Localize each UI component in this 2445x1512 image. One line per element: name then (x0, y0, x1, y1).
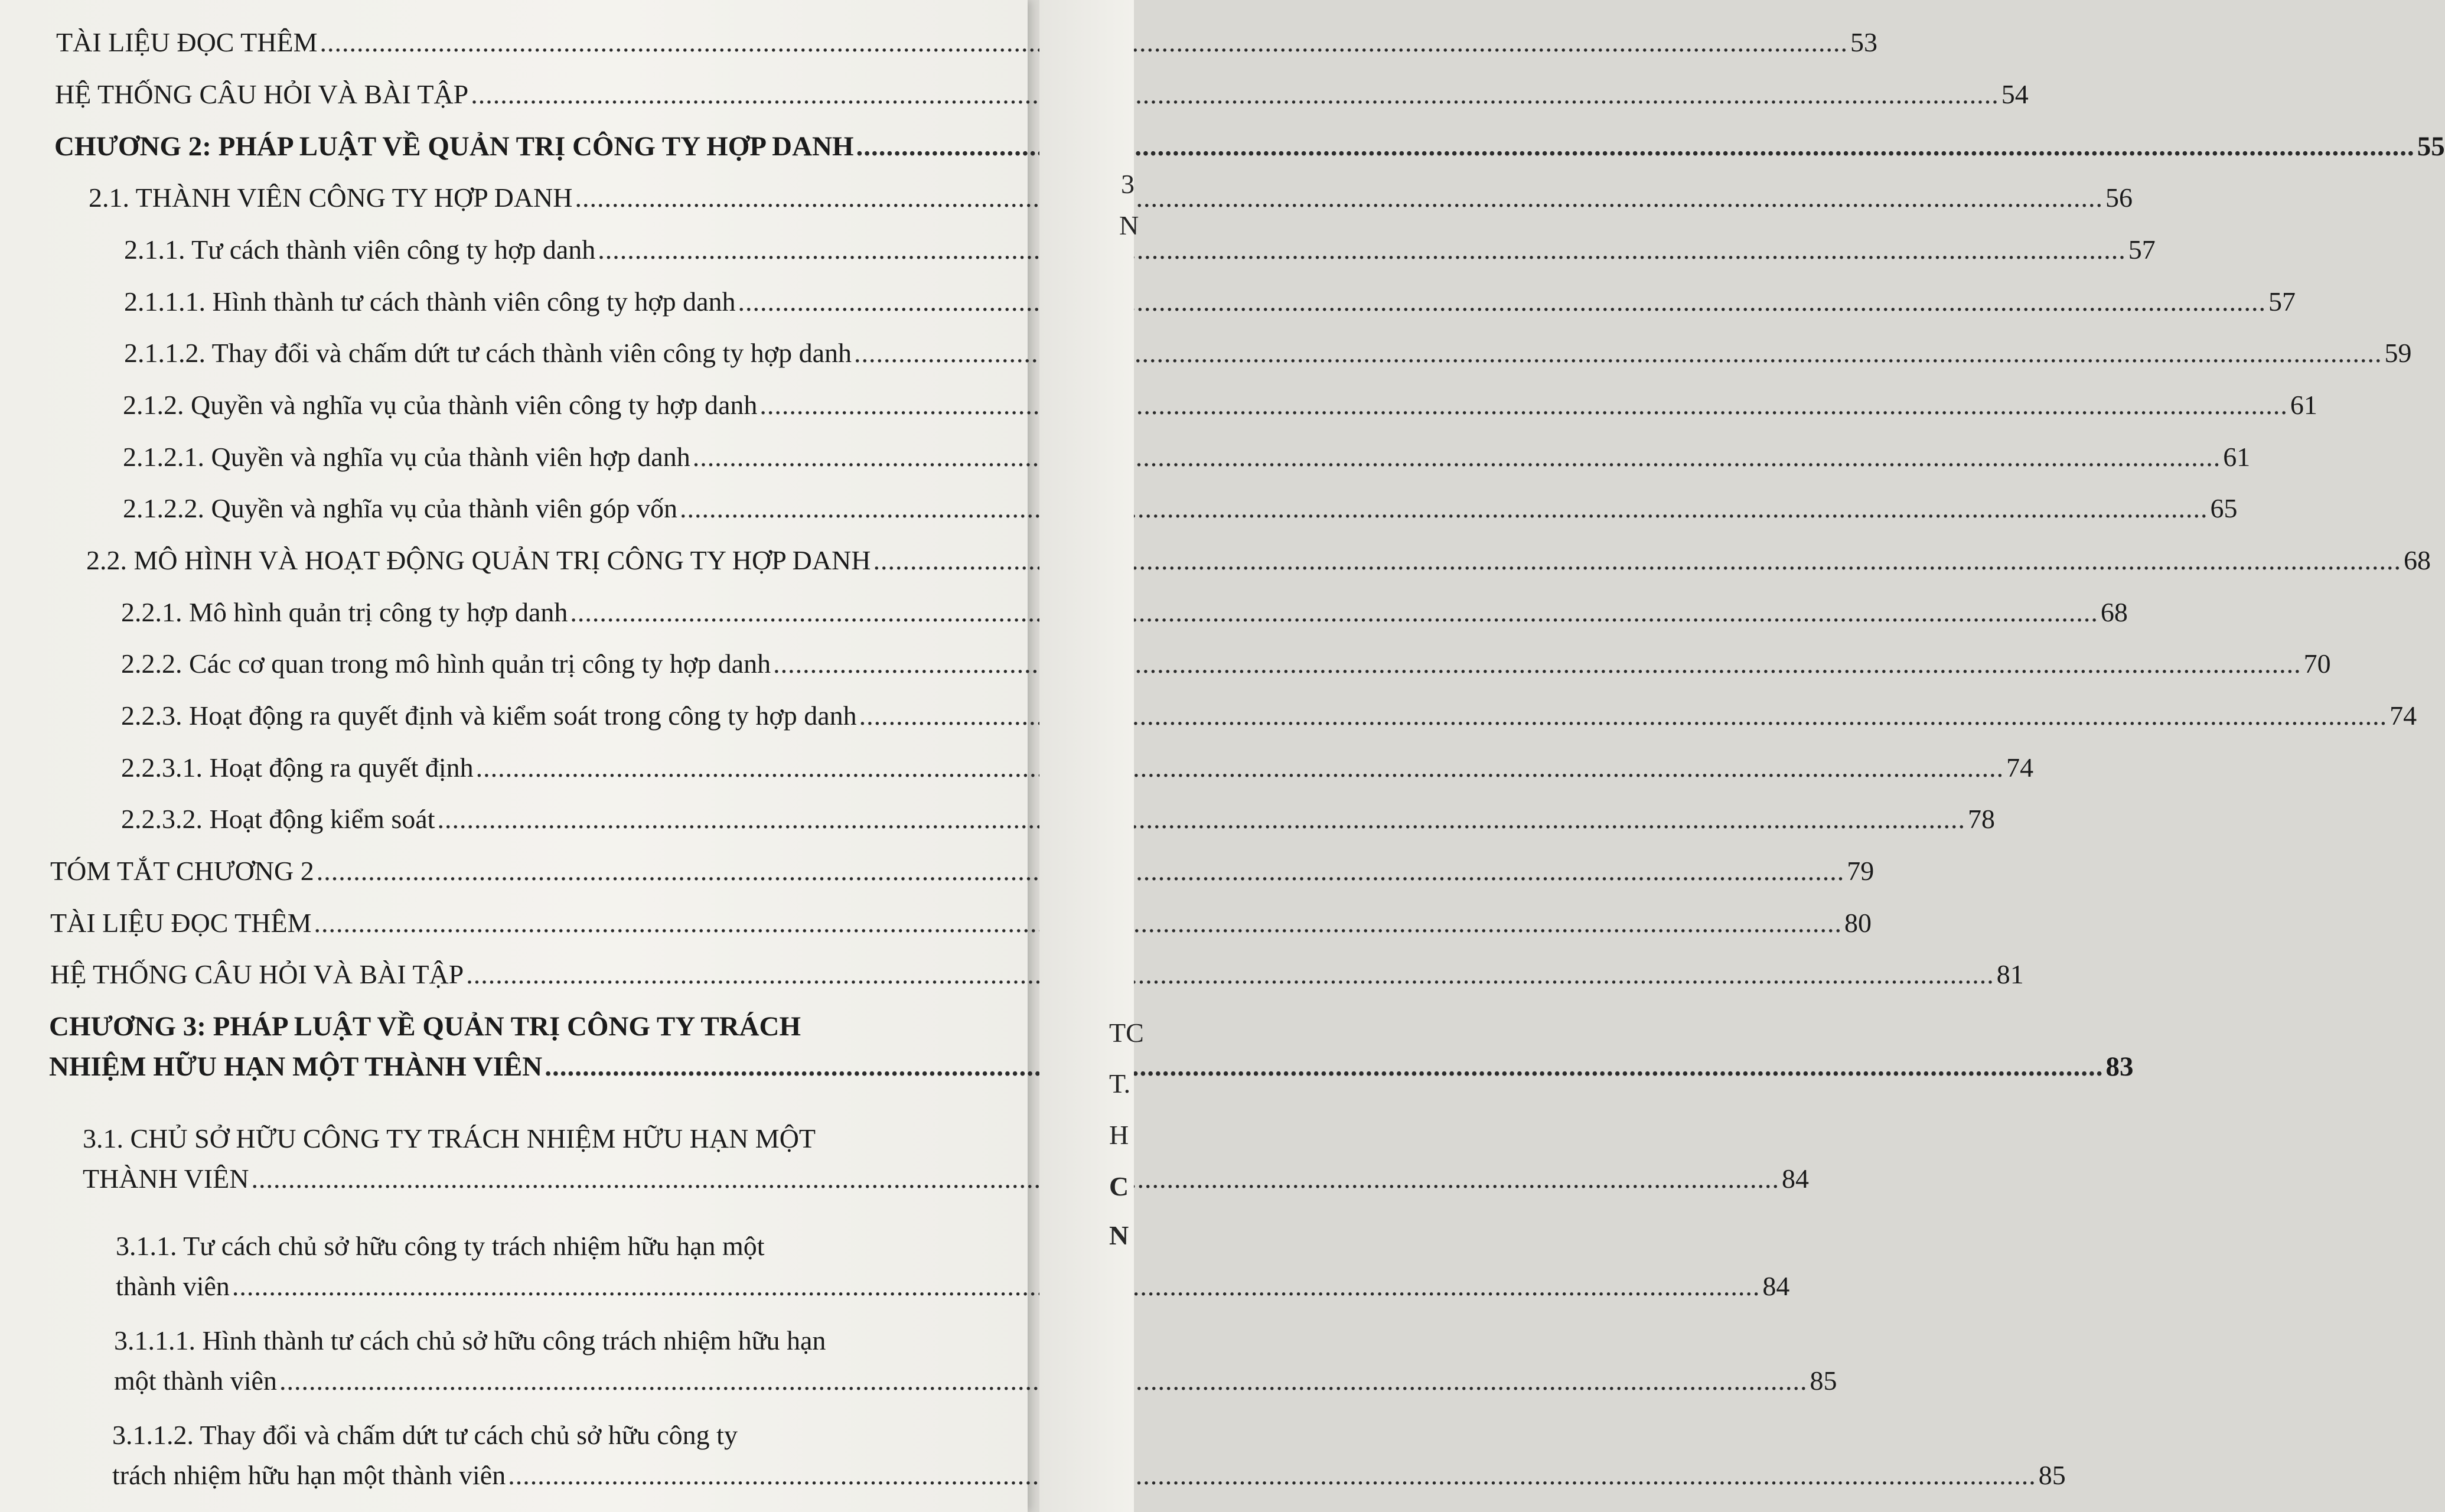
toc-entry-title: NHIỆM HỮU HẠN MỘT THÀNH VIÊN (49, 1051, 543, 1082)
toc-entry-title: 2.1.1.2. Thay đổi và chấm dứt tư cách thành viên công ty hợp danh (124, 338, 852, 368)
toc-entry-title: 2.2.1. Mô hình quản trị công ty hợp danh (121, 597, 568, 627)
toc-entry-page: 68 (2403, 545, 2431, 575)
toc-entry (124, 335, 2412, 371)
book-page-right-edge (1039, 0, 1144, 1512)
toc-entry-title: TÀI LIỆU ĐỌC THÊM (50, 908, 312, 938)
toc-entry (121, 646, 2331, 682)
toc-entry (55, 77, 2029, 112)
toc-leader-dots (476, 750, 2004, 786)
toc-entry-page: 53 (1850, 27, 1877, 57)
toc-leader-dots (232, 1269, 1761, 1304)
toc-entry-page: 68 (2100, 597, 2128, 627)
toc-entry-title: 2.2. MÔ HÌNH VÀ HOẠT ĐỘNG QUẢN TRỊ CÔNG TY HỢP DANH (86, 545, 871, 575)
toc-entry-title: 2.1.1.1. Hình thành tư cách thành viên công ty hợp danh (124, 286, 736, 317)
toc-entry-title: TÓM TẮT CHƯƠNG 2 (50, 856, 314, 886)
toc-entry-title: 2.1.2.1. Quyền và nghĩa vụ của thành viên hợp danh (123, 442, 690, 472)
facing-page-text: C (1109, 1171, 1129, 1201)
toc-entry-page: 56 (2105, 183, 2133, 213)
toc-entry-page: 61 (2290, 390, 2317, 420)
toc-entry (50, 905, 1872, 941)
toc-leader-dots (575, 180, 2104, 216)
toc-entry (121, 698, 2417, 734)
toc-entry-title: HỆ THỐNG CÂU HỎI VÀ BÀI TẬP (55, 79, 469, 109)
toc-entry-page: 61 (2223, 442, 2251, 472)
toc-leader-dots (738, 284, 2267, 320)
toc-leader-dots (508, 1458, 2036, 1493)
toc-entry-title: CHƯƠNG 2: PHÁP LUẬT VỀ QUẢN TRỊ CÔNG TY HỢP DANH (54, 131, 854, 162)
toc-entry-title: một thành viên (114, 1366, 277, 1396)
facing-page-text: N (1119, 210, 1139, 240)
toc-entry-page: 85 (2038, 1460, 2066, 1490)
toc-entry-page: 74 (2006, 752, 2034, 783)
toc-entry-title: thành viên (116, 1271, 230, 1301)
facing-page-text: 3 (1121, 169, 1135, 199)
facing-page-text: TC (1109, 1018, 1144, 1048)
toc-entry-page: 59 (2384, 338, 2412, 368)
toc-entry-title: 2.1.2.2. Quyền và nghĩa vụ của thành viên góp vốn (123, 493, 677, 523)
facing-page-text: T. (1109, 1068, 1131, 1099)
toc-entry-title: 2.1.2. Quyền và nghĩa vụ của thành viên công ty hợp danh (123, 390, 758, 420)
toc-entry (86, 543, 2431, 578)
toc-entry (89, 180, 2133, 216)
toc-entry (123, 387, 2317, 423)
toc-entry-title: trách nhiệm hữu hạn một thành viên (112, 1460, 506, 1490)
toc-entry (114, 1323, 1837, 1399)
toc-leader-dots (570, 595, 2098, 630)
toc-entry (123, 491, 2238, 526)
toc-leader-dots (680, 491, 2208, 526)
toc-entry-page: 65 (2210, 493, 2238, 523)
toc-entry-page: 54 (2001, 79, 2029, 109)
toc-entry-page: 84 (1762, 1271, 1790, 1301)
toc-entry-title: TÀI LIỆU ĐỌC THÊM (56, 27, 318, 57)
toc-entry (124, 232, 2156, 268)
toc-entry-page: 85 (1810, 1366, 1837, 1396)
toc-entry-title-line1: 3.1.1. Tư cách chủ sở hữu công ty trách nhiệm hữu hạn một (116, 1231, 765, 1261)
toc-entry-title: 2.2.2. Các cơ quan trong mô hình quản trị công ty hợp danh (121, 649, 771, 679)
toc-leader-dots (773, 646, 2301, 682)
toc-entry-page: 84 (1782, 1164, 1810, 1194)
toc-entry-title: 2.2.3.1. Hoạt động ra quyết định (121, 752, 474, 783)
toc-entry (112, 1418, 2066, 1493)
toc-entry (124, 284, 2296, 320)
toc-leader-dots (598, 232, 2126, 268)
toc-entry-page: 81 (1996, 959, 2024, 989)
toc-entry-page: 79 (1847, 856, 1874, 886)
toc-entry-page: 57 (2128, 234, 2156, 265)
facing-page-text: N (1109, 1220, 1129, 1250)
toc-entry-title: 2.2.3. Hoạt động ra quyết định và kiểm soát trong công ty hợp danh (121, 700, 857, 731)
toc-leader-dots (471, 77, 1999, 112)
toc-entry (50, 853, 1874, 889)
toc-entry-title: 2.1.1. Tư cách thành viên công ty hợp danh (124, 234, 596, 265)
toc-leader-dots (438, 801, 1966, 837)
toc-entry (121, 750, 2034, 786)
toc-entry (121, 595, 2128, 630)
toc-entry-page: 57 (2268, 286, 2296, 317)
toc-entry-page: 55 (2417, 131, 2445, 162)
toc-entry (123, 439, 2251, 475)
toc-entry (50, 957, 2024, 992)
toc-entry (116, 1228, 1790, 1304)
toc-entry-title: THÀNH VIÊN (83, 1164, 249, 1194)
toc-entry-title-line1: 3.1. CHỦ SỞ HỮU CÔNG TY TRÁCH NHIỆM HỮU HẠN MỘT (83, 1123, 816, 1153)
toc-chapter-entry (54, 129, 2445, 164)
toc-entry-title: 2.1. THÀNH VIÊN CÔNG TY HỢP DANH (89, 183, 573, 213)
toc-entry-page: 74 (2389, 700, 2417, 731)
toc-leader-dots (252, 1161, 1780, 1197)
toc-entry-title-line1: 3.1.1.1. Hình thành tư cách chủ sở hữu công trách nhiệm hữu hạn (114, 1325, 826, 1355)
toc-entry (83, 1121, 1810, 1197)
toc-entry-page: 70 (2303, 649, 2331, 679)
toc-entry-page: 80 (1844, 908, 1872, 938)
toc-entry-page: 83 (2105, 1051, 2134, 1082)
toc-entry (121, 801, 1995, 837)
toc-entry-page: 78 (1968, 804, 1995, 834)
toc-leader-dots (759, 387, 2288, 423)
toc-entry-title: 2.2.3.2. Hoạt động kiểm soát (121, 804, 435, 834)
toc-leader-dots (693, 439, 2221, 475)
toc-entry (56, 25, 1877, 60)
facing-page-text: H (1109, 1120, 1129, 1150)
toc-entry-title: HỆ THỐNG CÂU HỎI VÀ BÀI TẬP (50, 959, 464, 989)
toc-leader-dots (545, 1049, 2103, 1084)
toc-entry-title-line1: 3.1.1.2. Thay đổi và chấm dứt tư cách chủ sở hữu công ty (112, 1420, 738, 1450)
toc-leader-dots (466, 957, 1994, 992)
toc-entry-title-line1: CHƯƠNG 3: PHÁP LUẬT VỀ QUẢN TRỊ CÔNG TY TRÁCH (49, 1011, 801, 1042)
